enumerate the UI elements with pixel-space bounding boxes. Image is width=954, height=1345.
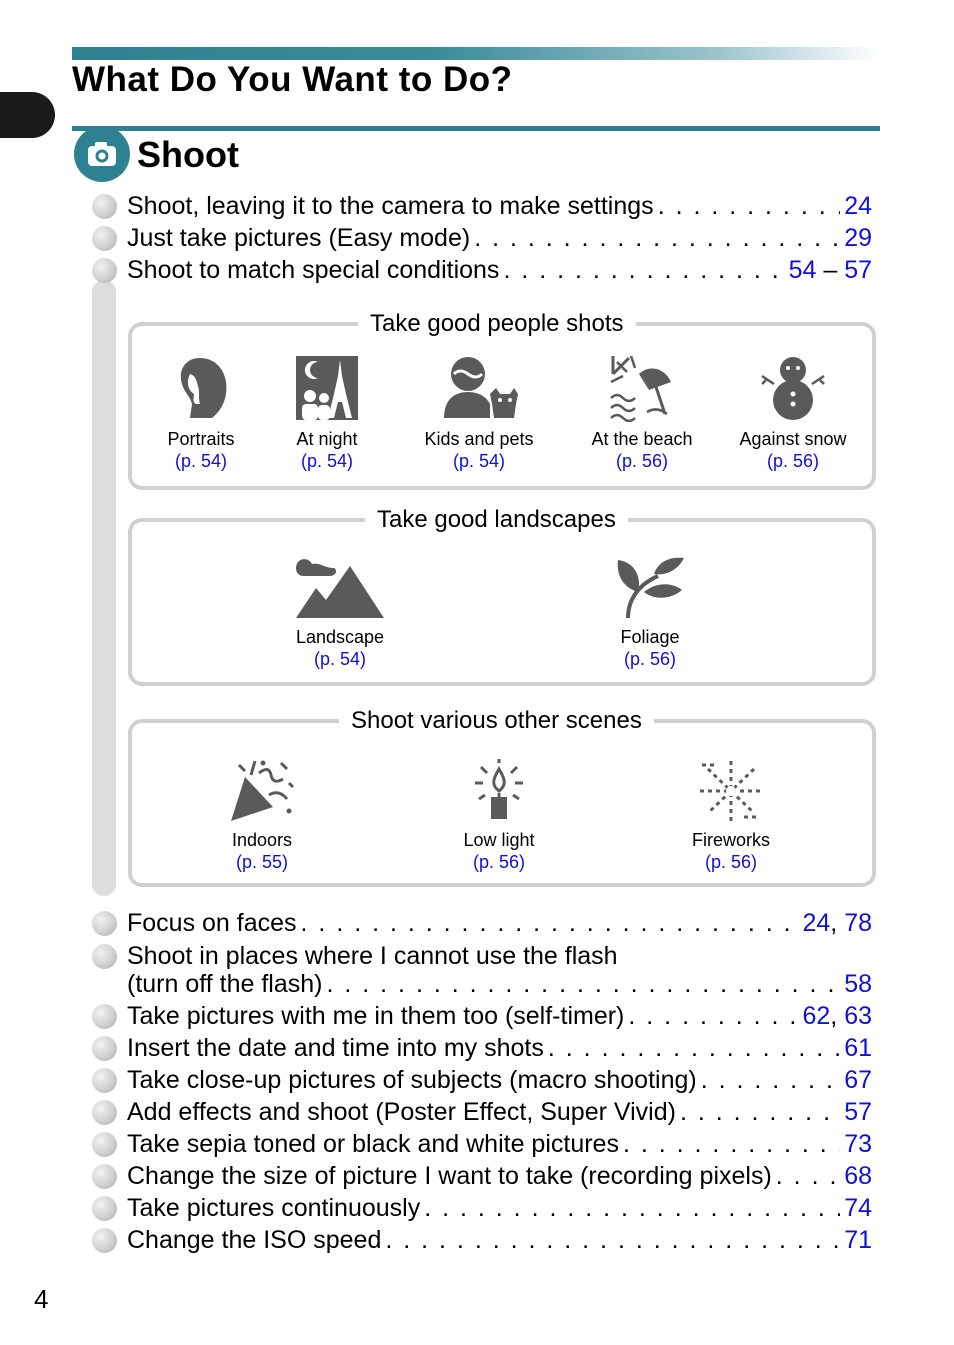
scene-ref[interactable]: (p. 56) — [615, 451, 669, 471]
page-separator: , — [830, 909, 838, 937]
side-rail — [92, 280, 116, 896]
group-title: Take good people shots — [358, 310, 636, 338]
scene-low-light[interactable] — [424, 759, 574, 873]
item-text: Just take pictures (Easy mode) — [127, 224, 471, 252]
scene-label: Foliage — [620, 627, 680, 647]
foliage-icon — [614, 554, 686, 620]
beach-icon — [609, 354, 675, 422]
bullet-icon — [92, 1004, 117, 1029]
group-title: Take good landscapes — [365, 506, 628, 534]
leader-dots — [474, 223, 840, 253]
page-link[interactable]: 71 — [844, 1226, 872, 1254]
scene-label: At the beach — [591, 429, 693, 449]
fireworks-icon — [698, 759, 764, 823]
page-link[interactable]: 57 — [844, 1098, 872, 1126]
page-title: What Do You Want to Do? — [72, 60, 513, 99]
page-link[interactable]: 24 — [802, 909, 831, 937]
leader-dots — [776, 1161, 840, 1191]
item-text: Shoot, leaving it to the camera to make settings — [127, 192, 654, 220]
bullet-icon — [92, 1164, 117, 1189]
item-text: Take sepia toned or black and white pictures — [127, 1130, 619, 1158]
scene-beach[interactable] — [567, 354, 717, 472]
item-text: (turn off the flash) — [127, 970, 323, 998]
scene-landscape[interactable] — [265, 554, 415, 670]
scene-ref[interactable]: (p. 55) — [235, 852, 289, 872]
scene-at-night[interactable] — [252, 354, 402, 472]
scene-ref[interactable]: (p. 56) — [472, 852, 526, 872]
page-link[interactable]: 78 — [844, 909, 872, 937]
bullet-icon — [92, 1228, 117, 1253]
leader-dots — [301, 908, 799, 938]
leader-dots — [628, 1001, 798, 1031]
scene-kids-pets[interactable] — [404, 354, 554, 472]
page-link[interactable]: 73 — [844, 1130, 872, 1158]
range-separator: – — [823, 256, 838, 284]
bullet-icon — [92, 258, 117, 283]
section-heading: Shoot — [137, 134, 239, 175]
item-text: Focus on faces — [127, 909, 297, 937]
item-text: Shoot to match special conditions — [127, 256, 500, 284]
item-text: Insert the date and time into my shots — [127, 1034, 544, 1062]
bullet-icon — [92, 1132, 117, 1157]
scene-label: Indoors — [231, 830, 293, 850]
portrait-icon — [170, 354, 232, 422]
page-separator: , — [830, 1002, 838, 1030]
leader-dots — [658, 191, 841, 221]
leader-dots — [623, 1129, 840, 1159]
leader-dots — [701, 1065, 840, 1095]
scene-ref[interactable]: (p. 56) — [766, 451, 820, 471]
page-link[interactable]: 67 — [844, 1066, 872, 1094]
leader-dots — [326, 969, 840, 999]
page-link[interactable]: 62 — [802, 1002, 831, 1030]
scene-ref[interactable]: (p. 54) — [452, 451, 506, 471]
low-light-icon — [469, 759, 529, 823]
chapter-tab — [0, 92, 55, 138]
list-item — [92, 941, 872, 1001]
leader-dots — [385, 1225, 840, 1255]
scene-indoors[interactable] — [187, 759, 337, 873]
bullet-icon — [92, 1196, 117, 1221]
bullet-icon — [92, 1100, 117, 1125]
scene-snow[interactable] — [718, 354, 868, 472]
bullet-icon — [92, 1036, 117, 1061]
page-link[interactable]: 54 — [788, 256, 817, 284]
other-scenes-box — [128, 707, 876, 887]
scene-label: At night — [296, 429, 358, 449]
page-link[interactable]: 58 — [844, 970, 872, 998]
scene-label: Portraits — [167, 429, 235, 449]
leader-dots — [424, 1193, 840, 1223]
scene-label: Landscape — [295, 627, 385, 647]
scene-ref[interactable]: (p. 56) — [623, 649, 677, 669]
item-text: Change the size of picture I want to take (recording pixels) — [127, 1162, 772, 1190]
page-link[interactable]: 63 — [844, 1002, 872, 1030]
bullet-icon — [92, 226, 117, 251]
landscapes-box — [128, 506, 876, 686]
scene-label: Against snow — [739, 429, 847, 449]
scene-label: Kids and pets — [424, 429, 534, 449]
leader-dots — [548, 1033, 840, 1063]
camera-icon — [74, 126, 130, 182]
group-title: Shoot various other scenes — [339, 707, 654, 735]
kids-pets-icon — [440, 354, 518, 422]
title-rule — [72, 126, 880, 131]
page-link[interactable]: 24 — [844, 192, 872, 220]
scene-ref[interactable]: (p. 54) — [300, 451, 354, 471]
indoors-icon — [229, 759, 295, 823]
scene-ref[interactable]: (p. 54) — [174, 451, 228, 471]
scene-label: Low light — [463, 830, 535, 850]
bullet-icon — [92, 1068, 117, 1093]
item-text: Take pictures continuously — [127, 1194, 421, 1222]
scene-label: Fireworks — [691, 830, 770, 850]
page-link[interactable]: 68 — [844, 1162, 872, 1190]
item-text: Change the ISO speed — [127, 1226, 382, 1254]
scene-foliage[interactable] — [575, 554, 725, 670]
page-number: 4 — [34, 1284, 49, 1314]
bullet-icon — [92, 194, 117, 219]
item-text: Take pictures with me in them too (self-timer) — [127, 1002, 625, 1030]
item-text: Shoot in places where I cannot use the flash — [127, 942, 618, 970]
page-link[interactable]: 57 — [844, 256, 872, 284]
landscape-icon — [294, 554, 386, 620]
night-icon — [296, 354, 358, 422]
scene-fireworks[interactable] — [656, 759, 806, 873]
leader-dots — [503, 255, 784, 285]
item-text: Take close-up pictures of subjects (macro shooting) — [127, 1066, 697, 1094]
item-text: Add effects and shoot (Poster Effect, Super Vivid) — [127, 1098, 676, 1126]
snow-icon — [758, 354, 828, 422]
page-link[interactable]: 61 — [844, 1034, 872, 1062]
scene-ref[interactable]: (p. 56) — [704, 852, 758, 872]
page-link[interactable]: 29 — [844, 224, 872, 252]
bullet-icon — [92, 944, 117, 969]
people-shots-box — [128, 310, 876, 490]
scene-ref[interactable]: (p. 54) — [313, 649, 367, 669]
header-gradient-bar — [72, 47, 880, 60]
page-link[interactable]: 74 — [844, 1194, 872, 1222]
leader-dots — [680, 1097, 840, 1127]
bullet-icon — [92, 911, 117, 936]
